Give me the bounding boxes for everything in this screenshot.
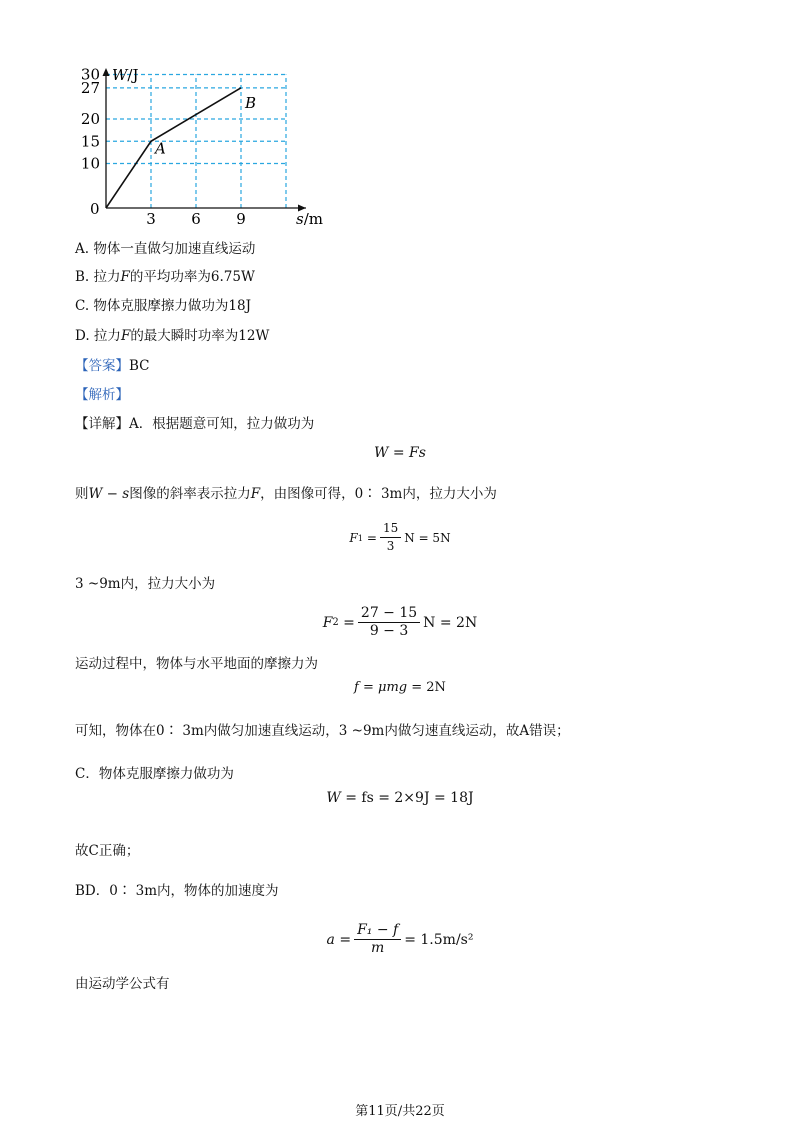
- equation-acceleration: a = $\frac{\text{F₁ − f}}{m}$ = 1.5m/s²: [326, 922, 474, 956]
- conclusion-a-line: 可知，物体在0∶ 3m内做匀加速直线运动，3 ~9m内做匀速直线运动，故A错误；: [75, 723, 570, 739]
- y-tick-label-30: 30: [80, 65, 100, 84]
- c-correct-line: 故C正确；: [75, 843, 140, 859]
- page-footer: 第11页/共22页: [355, 1104, 445, 1119]
- option-c-analysis: C．物体克服摩擦力做功为: [75, 766, 234, 782]
- answer-line: [75, 357, 150, 375]
- slope-line: 则W − s图像的斜率表示拉力F，由图像可得，0∶ 3m内，拉力大小为: [75, 486, 497, 502]
- analysis-label: 【解析】: [75, 387, 129, 403]
- x-tick-label-3: 3: [146, 210, 156, 225]
- data-line: [106, 88, 241, 208]
- equation-w-fs: W = Fs: [374, 445, 426, 461]
- work-displacement-chart: [78, 60, 338, 225]
- bd-line: BD．0∶ 3m内，物体的加速度为: [75, 883, 279, 899]
- x-tick-label-9: 9: [236, 210, 246, 225]
- equation-f1: F 1 = $\frac{15}{3}$ N = 5N: [349, 521, 451, 553]
- y-tick-label-20: 20: [80, 110, 100, 128]
- option-a: A. 物体一直做匀加速直线运动: [75, 241, 256, 257]
- x-axis-label: s/m: [296, 210, 323, 225]
- friction-line: 运动过程中，物体与水平地面的摩擦力为: [75, 656, 318, 672]
- option-c: C. 物体克服摩擦力做功为18J: [75, 298, 252, 314]
- origin-label: 0: [90, 200, 100, 218]
- y-tick-label-15: 15: [80, 132, 100, 151]
- point-label-A: A: [155, 139, 166, 158]
- y-tick-label-10: 10: [80, 154, 100, 173]
- equation-friction: f = μmg = 2N: [354, 680, 446, 695]
- answer-label: 【答案】: [75, 358, 129, 374]
- range-line-3-9: 3 ~9m内，拉力大小为: [75, 576, 216, 592]
- x-tick-label-6: 6: [191, 210, 201, 225]
- equation-f2: F 2 = $\frac{27 - 15}{9 - 3}$ N = 2N: [322, 605, 478, 639]
- equation-friction-work: W = fs = 2×9J = 18J: [326, 790, 474, 806]
- y-axis-label: W/J: [112, 66, 139, 84]
- detail-label: 【详解】: [75, 416, 129, 432]
- kinematics-line: 由运动学公式有: [75, 976, 170, 992]
- y-tick-label-27: 27: [80, 78, 100, 97]
- option-b: B. 拉力F的平均功率为6.75W: [75, 269, 255, 285]
- y-axis-arrow: [103, 68, 110, 76]
- detail-line: 【详解】A．根据题意可知，拉力做功为: [75, 416, 315, 432]
- answer-text: BC: [129, 358, 150, 374]
- option-d: D. 拉力F的最大瞬时功率为12W: [75, 328, 270, 344]
- point-label-B: B: [245, 93, 257, 112]
